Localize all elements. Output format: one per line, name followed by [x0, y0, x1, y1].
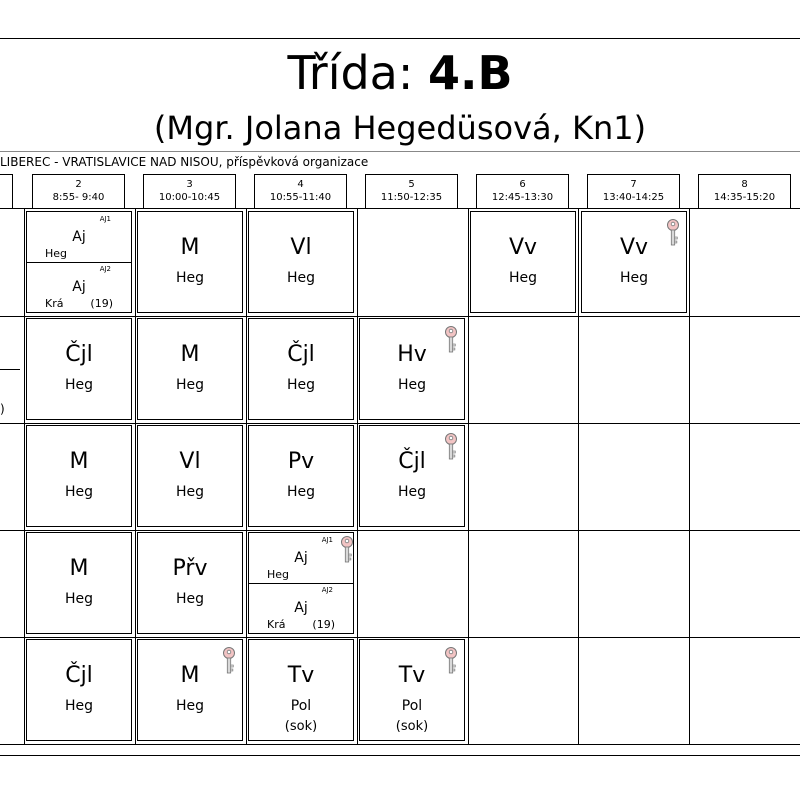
- period-number: 4: [297, 179, 304, 190]
- header-rule: [0, 151, 800, 152]
- lesson-cell[interactable]: [137, 211, 243, 313]
- lesson-group-bottom: [27, 262, 131, 312]
- period-header: [143, 174, 236, 208]
- room: (sok): [284, 719, 318, 734]
- class-teacher-subtitle: (Mgr. Jolana Hegedüsová, Kn1): [153, 109, 647, 147]
- lesson-cell[interactable]: [26, 425, 132, 527]
- teacher: Heg: [64, 484, 94, 500]
- period-number: 7: [630, 179, 637, 190]
- period-time: 11:50-12:35: [380, 192, 443, 203]
- subject: Aj: [294, 600, 308, 616]
- row-divider: [0, 423, 800, 424]
- lesson-cell[interactable]: [26, 318, 132, 420]
- split-divider: [0, 369, 20, 370]
- column-divider: [24, 208, 25, 744]
- lesson-cell[interactable]: [26, 211, 132, 313]
- lesson-cell[interactable]: [359, 639, 465, 741]
- teacher: Heg: [175, 591, 205, 607]
- subject: Hv: [397, 342, 427, 367]
- teacher: Heg: [508, 270, 538, 286]
- teacher: Krá: [45, 297, 64, 310]
- row-divider: [0, 637, 800, 638]
- subject: M: [180, 663, 200, 688]
- subject: Vv: [619, 235, 649, 260]
- period-number: 2: [75, 179, 82, 190]
- lesson-group-top: [27, 212, 131, 263]
- subject: Tv: [287, 663, 315, 688]
- school-name: LIBEREC - VRATISLAVICE NAD NISOU, příspěvková organizace: [0, 155, 369, 169]
- key-icon: [666, 218, 680, 248]
- teacher: Heg: [175, 377, 205, 393]
- teacher: Heg: [64, 591, 94, 607]
- lesson-cell[interactable]: [248, 211, 354, 313]
- subject: M: [69, 449, 89, 474]
- lesson-cell[interactable]: [581, 211, 687, 313]
- column-divider: [468, 208, 469, 744]
- period-header: [698, 174, 791, 208]
- page-title: Třída: 4.B: [287, 46, 513, 100]
- teacher: Heg: [175, 484, 205, 500]
- period-time: 12:45-13:30: [491, 192, 554, 203]
- teacher: Heg: [286, 270, 316, 286]
- lesson-cell[interactable]: [137, 639, 243, 741]
- row-divider: [0, 208, 800, 209]
- subject: Čjl: [65, 663, 93, 688]
- subject: Aj: [72, 279, 86, 295]
- student-count: (19): [90, 297, 113, 310]
- lesson-cell[interactable]: [359, 318, 465, 420]
- teacher: Heg: [397, 484, 427, 500]
- teacher: Krá: [267, 618, 286, 631]
- column-divider: [357, 208, 358, 744]
- period-header: [254, 174, 347, 208]
- key-icon: [340, 535, 354, 565]
- group-label: AJ2: [99, 265, 111, 273]
- lesson-cell[interactable]: [137, 425, 243, 527]
- lesson-cell[interactable]: [248, 532, 354, 634]
- key-icon: [222, 646, 236, 676]
- student-count: (19): [312, 618, 335, 631]
- period-time: 13:40-14:25: [602, 192, 665, 203]
- period-time: 10:00-10:45: [158, 192, 221, 203]
- subject: Pv: [287, 449, 315, 474]
- period-header: [587, 174, 680, 208]
- period-time: 8:55- 9:40: [52, 192, 105, 203]
- subject: Čjl: [287, 342, 315, 367]
- column-divider: [578, 208, 579, 744]
- subject: Vv: [508, 235, 538, 260]
- lesson-cell[interactable]: [137, 532, 243, 634]
- teacher: Heg: [619, 270, 649, 286]
- teacher: Heg: [286, 377, 316, 393]
- row-divider: [0, 530, 800, 531]
- subject: Čjl: [65, 342, 93, 367]
- teacher: Heg: [64, 377, 94, 393]
- subject: Tv: [398, 663, 426, 688]
- bottom-rule: [0, 755, 800, 756]
- teacher: Heg: [175, 698, 205, 714]
- teacher: Heg: [286, 484, 316, 500]
- room: (sok): [395, 719, 429, 734]
- row-divider: [0, 744, 800, 745]
- teacher: Pol: [401, 698, 423, 714]
- teacher: Heg: [397, 377, 427, 393]
- period-header: [476, 174, 569, 208]
- column-divider: [689, 208, 690, 744]
- lesson-cell[interactable]: [248, 425, 354, 527]
- group-label: AJ2: [321, 586, 333, 594]
- subject: M: [180, 235, 200, 260]
- column-divider: [135, 208, 136, 744]
- column-divider: [246, 208, 247, 744]
- subject: Přv: [172, 556, 208, 581]
- lesson-group-top: [249, 533, 353, 584]
- subject: Vl: [179, 449, 201, 474]
- key-icon: [444, 432, 458, 462]
- teacher: Heg: [64, 698, 94, 714]
- teacher: Heg: [267, 568, 290, 581]
- period-number: 5: [408, 179, 415, 190]
- row-divider: [0, 316, 800, 317]
- key-icon: [444, 325, 458, 355]
- subject: Aj: [294, 550, 308, 566]
- lesson-cell[interactable]: [26, 639, 132, 741]
- lesson-cell[interactable]: [248, 318, 354, 420]
- period-number: 3: [186, 179, 193, 190]
- subject: M: [180, 342, 200, 367]
- cell-fragment: ): [0, 402, 5, 416]
- subject: Čjl: [398, 449, 426, 474]
- teacher: Pol: [290, 698, 312, 714]
- top-rule: [0, 38, 800, 39]
- subject: Vl: [290, 235, 312, 260]
- lesson-cell[interactable]: [248, 639, 354, 741]
- lesson-group-bottom: [249, 583, 353, 633]
- period-number: 8: [741, 179, 748, 190]
- key-icon: [444, 646, 458, 676]
- group-label: AJ1: [99, 215, 111, 223]
- teacher: Heg: [175, 270, 205, 286]
- period-header-partial: [0, 174, 13, 208]
- period-time: 10:55-11:40: [269, 192, 332, 203]
- period-header: [32, 174, 125, 208]
- period-header: [365, 174, 458, 208]
- subject: Aj: [72, 229, 86, 245]
- period-time: 14:35-15:20: [713, 192, 776, 203]
- lesson-cell[interactable]: [26, 532, 132, 634]
- subject: M: [69, 556, 89, 581]
- group-label: AJ1: [321, 536, 333, 544]
- lesson-cell[interactable]: [359, 425, 465, 527]
- period-number: 6: [519, 179, 526, 190]
- lesson-cell[interactable]: [470, 211, 576, 313]
- lesson-cell[interactable]: [137, 318, 243, 420]
- teacher: Heg: [45, 247, 68, 260]
- class-name: 4.B: [428, 46, 513, 100]
